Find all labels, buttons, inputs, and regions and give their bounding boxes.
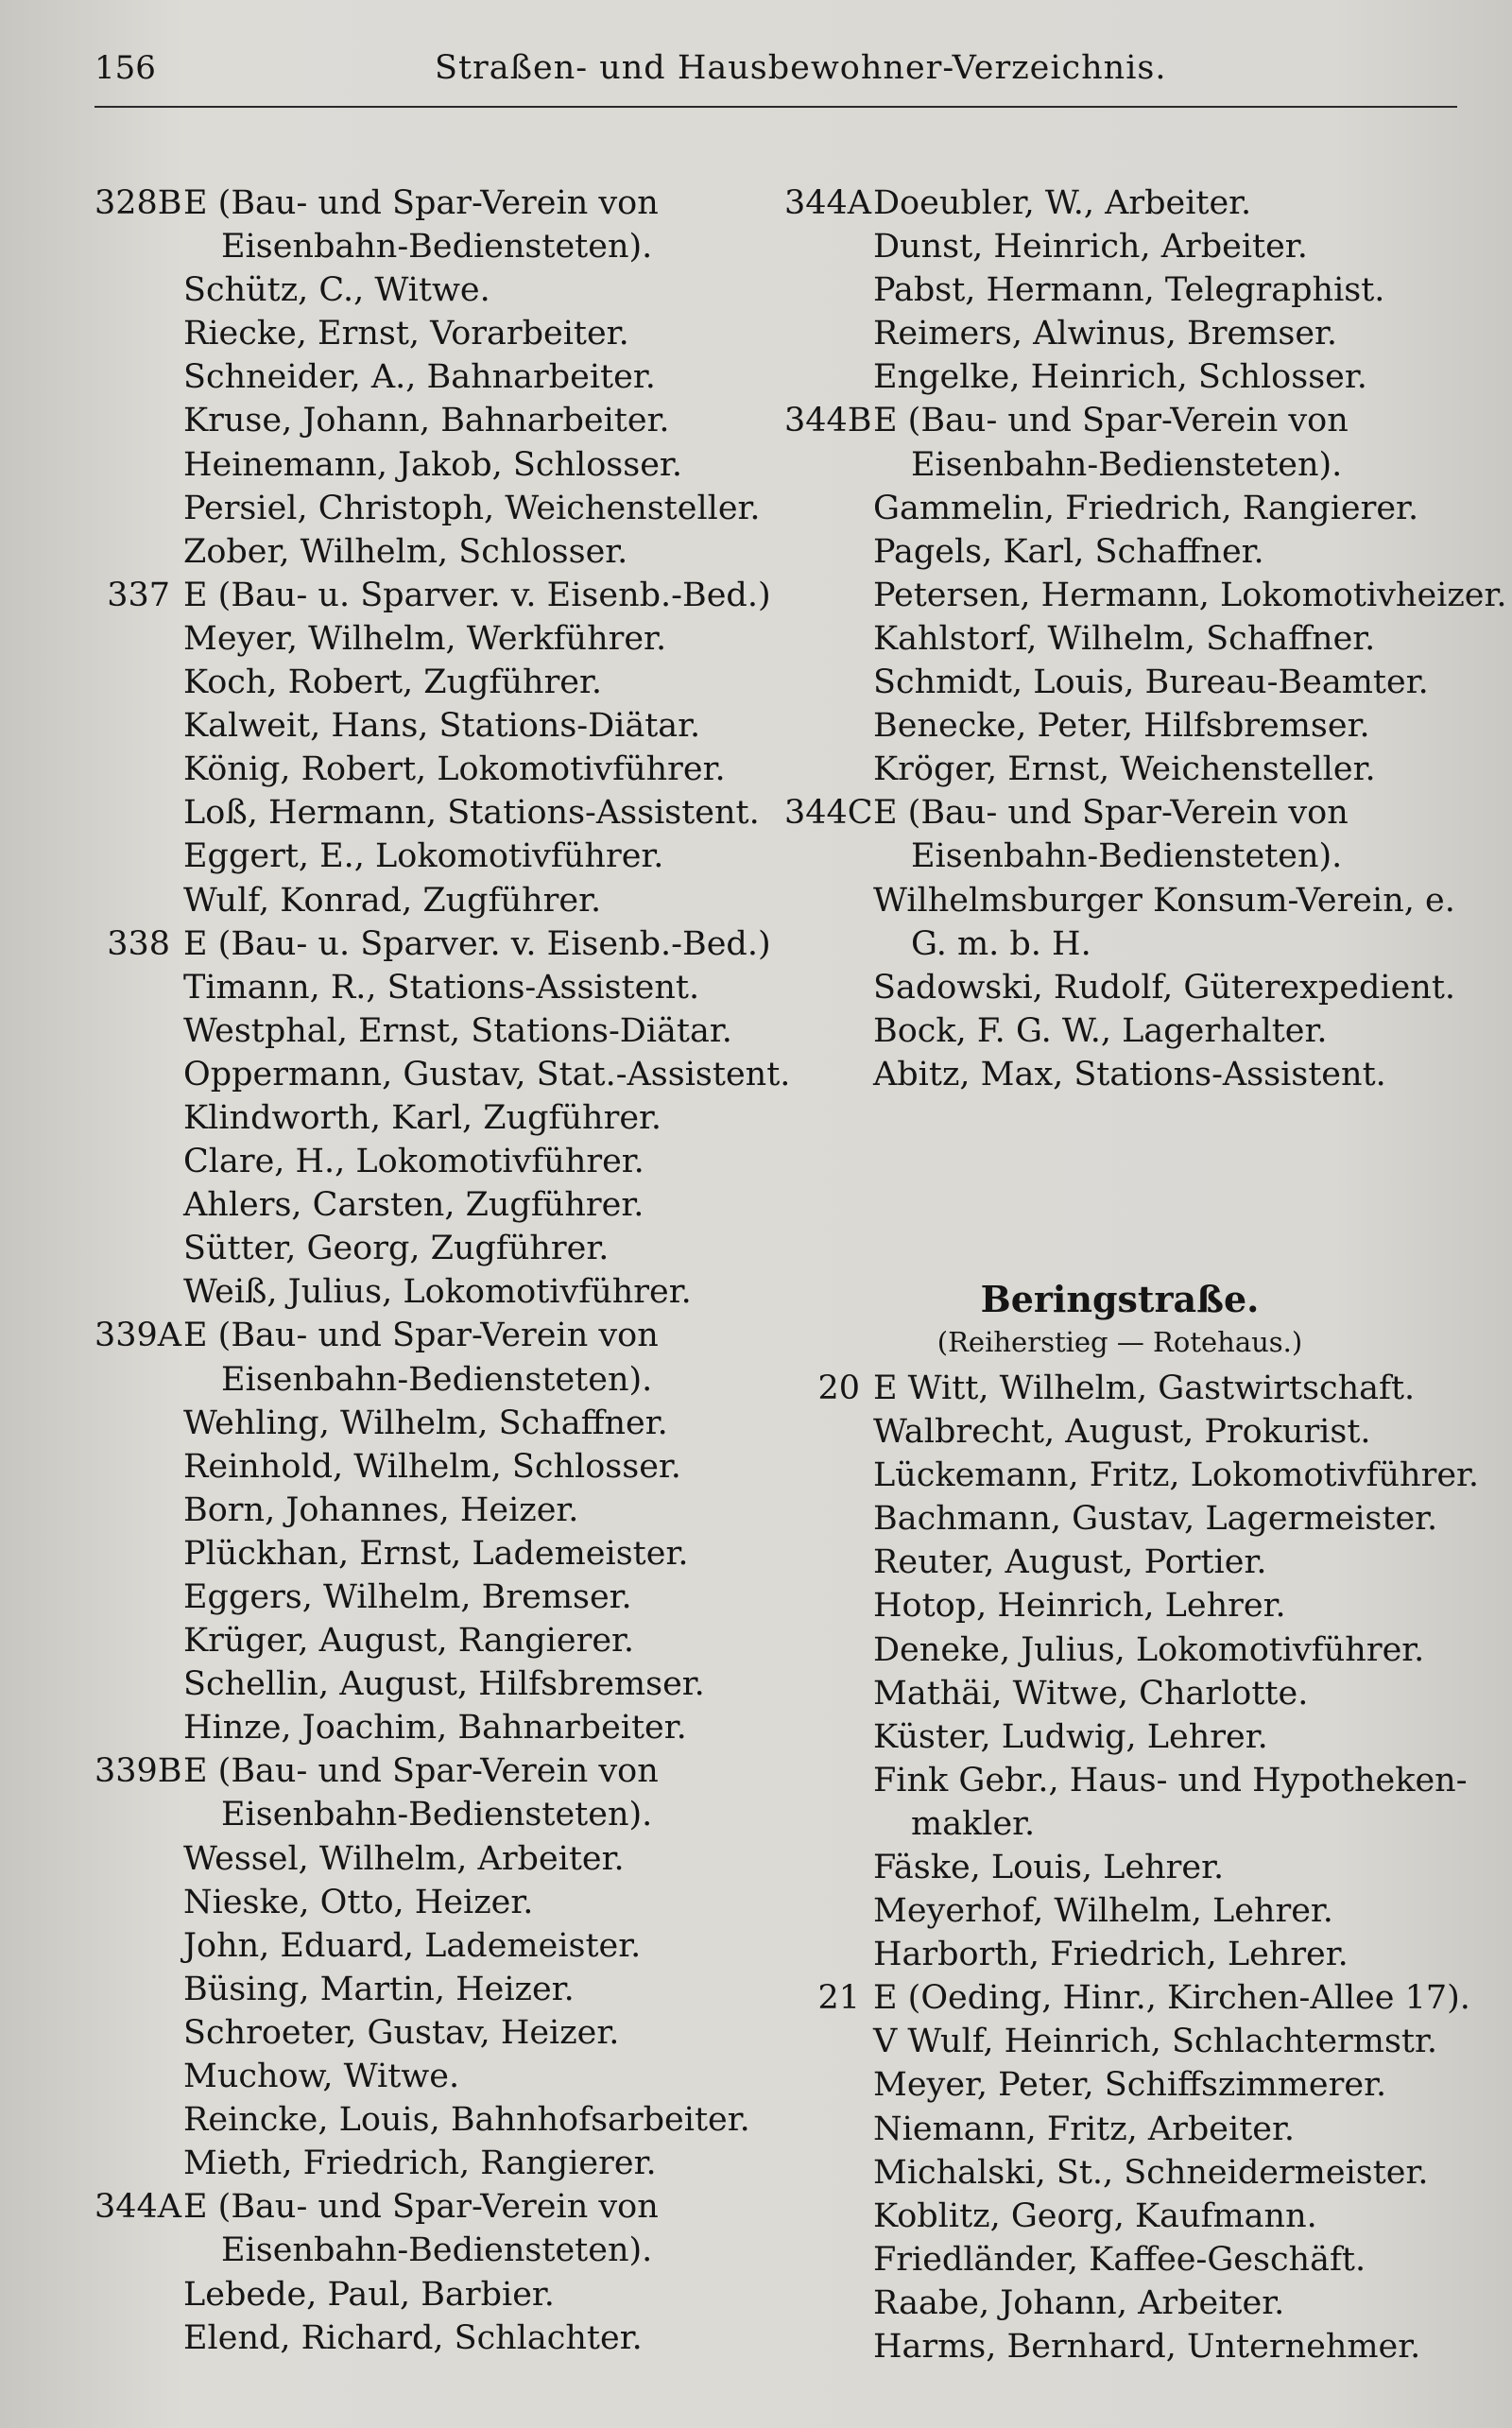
resident-line: Kröger, Ernst, Weichensteller. bbox=[873, 750, 1376, 789]
running-title: Straßen- und Hausbewohner-Verzeichnis. bbox=[435, 49, 1167, 87]
resident-line: John, Eduard, Lademeister. bbox=[183, 1926, 642, 1965]
right-column bbox=[784, 181, 1507, 2368]
house-entry bbox=[94, 1314, 765, 1357]
resident-line: Oppermann, Gustav, Stat.-Assistent. bbox=[183, 1055, 791, 1093]
resident-line: Eggers, Wilhelm, Bremser. bbox=[183, 1578, 632, 1616]
entry-text: E (Bau- und Spar-Verein von bbox=[873, 402, 1349, 440]
street-route: (Reiherstieg — Rotehaus.) bbox=[936, 1325, 1303, 1358]
resident-line: Weiß, Julius, Lokomotivführer. bbox=[183, 1273, 692, 1312]
resident-line: Mathäi, Witwe, Charlotte. bbox=[873, 1674, 1309, 1713]
resident-line: Timann, R., Stations-Assistent. bbox=[183, 968, 700, 1007]
resident-line: Deneke, Julius, Lokomotivführer. bbox=[873, 1630, 1425, 1669]
resident-line: Pabst, Hermann, Telegraphist. bbox=[873, 271, 1385, 310]
resident-line: Bock, F. G. W., Lagerhalter. bbox=[873, 1011, 1328, 1050]
entry-text: E (Bau- und Spar-Verein von bbox=[183, 1752, 659, 1791]
resident-line: Lebede, Paul, Barbier. bbox=[183, 2275, 555, 2314]
right-bottom-list bbox=[784, 1367, 1480, 2368]
house-number: 337 bbox=[107, 576, 170, 614]
house-entry bbox=[784, 791, 1455, 835]
resident-line: Büsing, Martin, Heizer. bbox=[183, 1970, 575, 2008]
resident-line: Abitz, Max, Stations-Assistent. bbox=[873, 1055, 1386, 1093]
resident-line: Wilhelmsburger Konsum-Verein, e. bbox=[873, 881, 1455, 920]
resident-line: Meyer, Peter, Schiffszimmerer. bbox=[873, 2066, 1387, 2105]
house-entry bbox=[94, 2185, 765, 2229]
resident-line: Meyerhof, Wilhelm, Lehrer. bbox=[873, 1892, 1333, 1931]
resident-line: Walbrecht, August, Prokurist. bbox=[873, 1413, 1371, 1452]
resident-line: Bachmann, Gustav, Lagermeister. bbox=[873, 1500, 1438, 1539]
house-entry bbox=[94, 1749, 765, 1793]
resident-line: Koblitz, Georg, Kaufmann. bbox=[873, 2196, 1317, 2235]
resident-line: Lückemann, Fritz, Lokomotivführer. bbox=[873, 1456, 1480, 1495]
resident-line: Wessel, Wilhelm, Arbeiter. bbox=[183, 1839, 625, 1878]
resident-line: Harborth, Friedrich, Lehrer. bbox=[873, 1936, 1349, 1974]
resident-line: Eisenbahn-Bediensteten). bbox=[911, 837, 1343, 876]
resident-line: Koch, Robert, Zugführer. bbox=[183, 663, 603, 702]
house-entry bbox=[784, 1367, 1455, 1410]
resident-line: Reincke, Louis, Bahnhofsarbeiter. bbox=[183, 2101, 750, 2140]
resident-line: Westphal, Ernst, Stations-Diätar. bbox=[183, 1011, 732, 1050]
resident-line: Fink Gebr., Haus- und Hypotheken- bbox=[873, 1761, 1468, 1799]
house-number: 344A bbox=[784, 184, 872, 222]
street-heading: Beringstraße. bbox=[980, 1277, 1260, 1320]
resident-line: Benecke, Peter, Hilfsbremser. bbox=[873, 707, 1370, 746]
resident-line: G. m. b. H. bbox=[911, 924, 1091, 963]
resident-line: König, Robert, Lokomotivführer. bbox=[183, 750, 726, 789]
entry-text: E (Bau- u. Sparver. v. Eisenb.-Bed.) bbox=[183, 924, 771, 963]
house-number: 21 bbox=[817, 1979, 860, 2018]
entry-text: E (Bau- und Spar-Verein von bbox=[183, 184, 659, 222]
resident-line: Zober, Wilhelm, Schlosser. bbox=[183, 532, 628, 571]
resident-line: Petersen, Hermann, Lokomotivheizer. bbox=[873, 576, 1507, 614]
resident-line: Heinemann, Jakob, Schlosser. bbox=[183, 445, 682, 484]
resident-line: Eisenbahn-Bediensteten). bbox=[221, 2231, 653, 2270]
resident-line: Schroeter, Gustav, Heizer. bbox=[183, 2013, 620, 2052]
house-entry bbox=[784, 181, 1455, 225]
resident-line: Loß, Hermann, Stations-Assistent. bbox=[183, 794, 760, 833]
resident-line: Reinhold, Wilhelm, Schlosser. bbox=[183, 1447, 681, 1486]
house-number: 339A bbox=[94, 1317, 182, 1355]
columns bbox=[94, 181, 1507, 2368]
resident-line: Raabe, Johann, Arbeiter. bbox=[873, 2283, 1285, 2322]
resident-line: Clare, H., Lokomotivführer. bbox=[183, 1143, 644, 1181]
entry-text: E (Bau- und Spar-Verein von bbox=[183, 2188, 659, 2227]
resident-line: Plückhan, Ernst, Lademeister. bbox=[183, 1534, 689, 1573]
entry-text: E Witt, Wilhelm, Gastwirtschaft. bbox=[873, 1369, 1416, 1407]
entry-text: Doeubler, W., Arbeiter. bbox=[873, 184, 1252, 222]
resident-line: Kahlstorf, Wilhelm, Schaffner. bbox=[873, 619, 1376, 658]
resident-line: Wehling, Wilhelm, Schaffner. bbox=[183, 1403, 668, 1442]
resident-line: Wulf, Konrad, Zugführer. bbox=[183, 881, 602, 920]
resident-line: Schmidt, Louis, Bureau-Beamter. bbox=[873, 663, 1429, 702]
resident-line: Kalweit, Hans, Stations-Diätar. bbox=[183, 707, 701, 746]
page-number: 156 bbox=[94, 49, 156, 87]
resident-line: Eisenbahn-Bediensteten). bbox=[911, 445, 1343, 484]
house-entry bbox=[94, 574, 771, 617]
house-entry bbox=[94, 181, 765, 225]
resident-line: Reimers, Alwinus, Bremser. bbox=[873, 315, 1338, 353]
resident-line: Eisenbahn-Bediensteten). bbox=[221, 1796, 653, 1834]
resident-line: Reuter, August, Portier. bbox=[873, 1543, 1267, 1582]
resident-line: Eisenbahn-Bediensteten). bbox=[221, 228, 653, 267]
resident-line: Hinze, Joachim, Bahnarbeiter. bbox=[183, 1709, 687, 1748]
house-entry bbox=[94, 922, 771, 966]
resident-line: Eggert, E., Lokomotivführer. bbox=[183, 837, 664, 876]
entry-text: E (Bau- und Spar-Verein von bbox=[873, 794, 1349, 833]
resident-line: Dunst, Heinrich, Arbeiter. bbox=[873, 228, 1308, 267]
resident-line: Elend, Richard, Schlachter. bbox=[183, 2318, 643, 2357]
house-entry bbox=[784, 399, 1455, 442]
resident-line: Muchow, Witwe. bbox=[183, 2058, 460, 2096]
house-number: 328B bbox=[94, 184, 182, 222]
resident-line: Michalski, St., Schneidermeister. bbox=[873, 2153, 1429, 2192]
house-number: 339B bbox=[94, 1752, 182, 1791]
resident-line: Nieske, Otto, Heizer. bbox=[183, 1883, 534, 1921]
resident-line: Schneider, A., Bahnarbeiter. bbox=[183, 358, 656, 397]
entry-text: E (Oeding, Hinr., Kirchen-Allee 17). bbox=[873, 1979, 1470, 2018]
house-number: 344C bbox=[784, 794, 873, 833]
resident-line: Sütter, Georg, Zugführer. bbox=[183, 1230, 610, 1268]
resident-line: Pagels, Karl, Schaffner. bbox=[873, 532, 1264, 571]
page-header bbox=[94, 49, 1457, 108]
resident-line: Schellin, August, Hilfsbremser. bbox=[183, 1665, 705, 1704]
house-number: 344A bbox=[94, 2188, 182, 2227]
entry-text: E (Bau- u. Sparver. v. Eisenb.-Bed.) bbox=[183, 576, 771, 614]
resident-line: Mieth, Friedrich, Rangierer. bbox=[183, 2144, 657, 2183]
right-top-list bbox=[784, 181, 1507, 1096]
resident-line: Küster, Ludwig, Lehrer. bbox=[873, 1717, 1268, 1756]
left-column bbox=[94, 181, 791, 2368]
house-number: 338 bbox=[107, 924, 170, 963]
resident-line: Engelke, Heinrich, Schlosser. bbox=[873, 358, 1367, 397]
resident-line: Niemann, Fritz, Arbeiter. bbox=[873, 2109, 1295, 2148]
resident-line: Schütz, C., Witwe. bbox=[183, 271, 490, 310]
resident-line: Hotop, Heinrich, Lehrer. bbox=[873, 1587, 1286, 1626]
resident-line: Krüger, August, Rangierer. bbox=[183, 1622, 635, 1661]
resident-line: Riecke, Ernst, Vorarbeiter. bbox=[183, 315, 629, 353]
resident-line: Eisenbahn-Bediensteten). bbox=[221, 1360, 653, 1399]
resident-line: Ahlers, Carsten, Zugführer. bbox=[183, 1186, 644, 1225]
resident-line: Friedländer, Kaffee-Geschäft. bbox=[873, 2240, 1366, 2279]
house-number: 344B bbox=[784, 402, 872, 440]
resident-line: Harms, Bernhard, Unternehmer. bbox=[873, 2328, 1421, 2367]
resident-line: Kruse, Johann, Bahnarbeiter. bbox=[183, 402, 670, 440]
resident-line: V Wulf, Heinrich, Schlachtermstr. bbox=[873, 2023, 1437, 2061]
resident-line: makler. bbox=[911, 1804, 1036, 1843]
resident-line: Gammelin, Friedrich, Rangierer. bbox=[873, 489, 1419, 527]
entry-text: E (Bau- und Spar-Verein von bbox=[183, 1317, 659, 1355]
resident-line: Fäske, Louis, Lehrer. bbox=[873, 1849, 1225, 1886]
resident-line: Sadowski, Rudolf, Güterexpedient. bbox=[873, 968, 1456, 1007]
house-number: 20 bbox=[817, 1369, 860, 1407]
resident-line: Born, Johannes, Heizer. bbox=[183, 1490, 579, 1529]
house-entry bbox=[784, 1976, 1470, 2020]
resident-line: Meyer, Wilhelm, Werkführer. bbox=[183, 619, 667, 658]
resident-line: Persiel, Christoph, Weichensteller. bbox=[183, 489, 761, 527]
resident-line: Klindworth, Karl, Zugführer. bbox=[183, 1098, 662, 1137]
